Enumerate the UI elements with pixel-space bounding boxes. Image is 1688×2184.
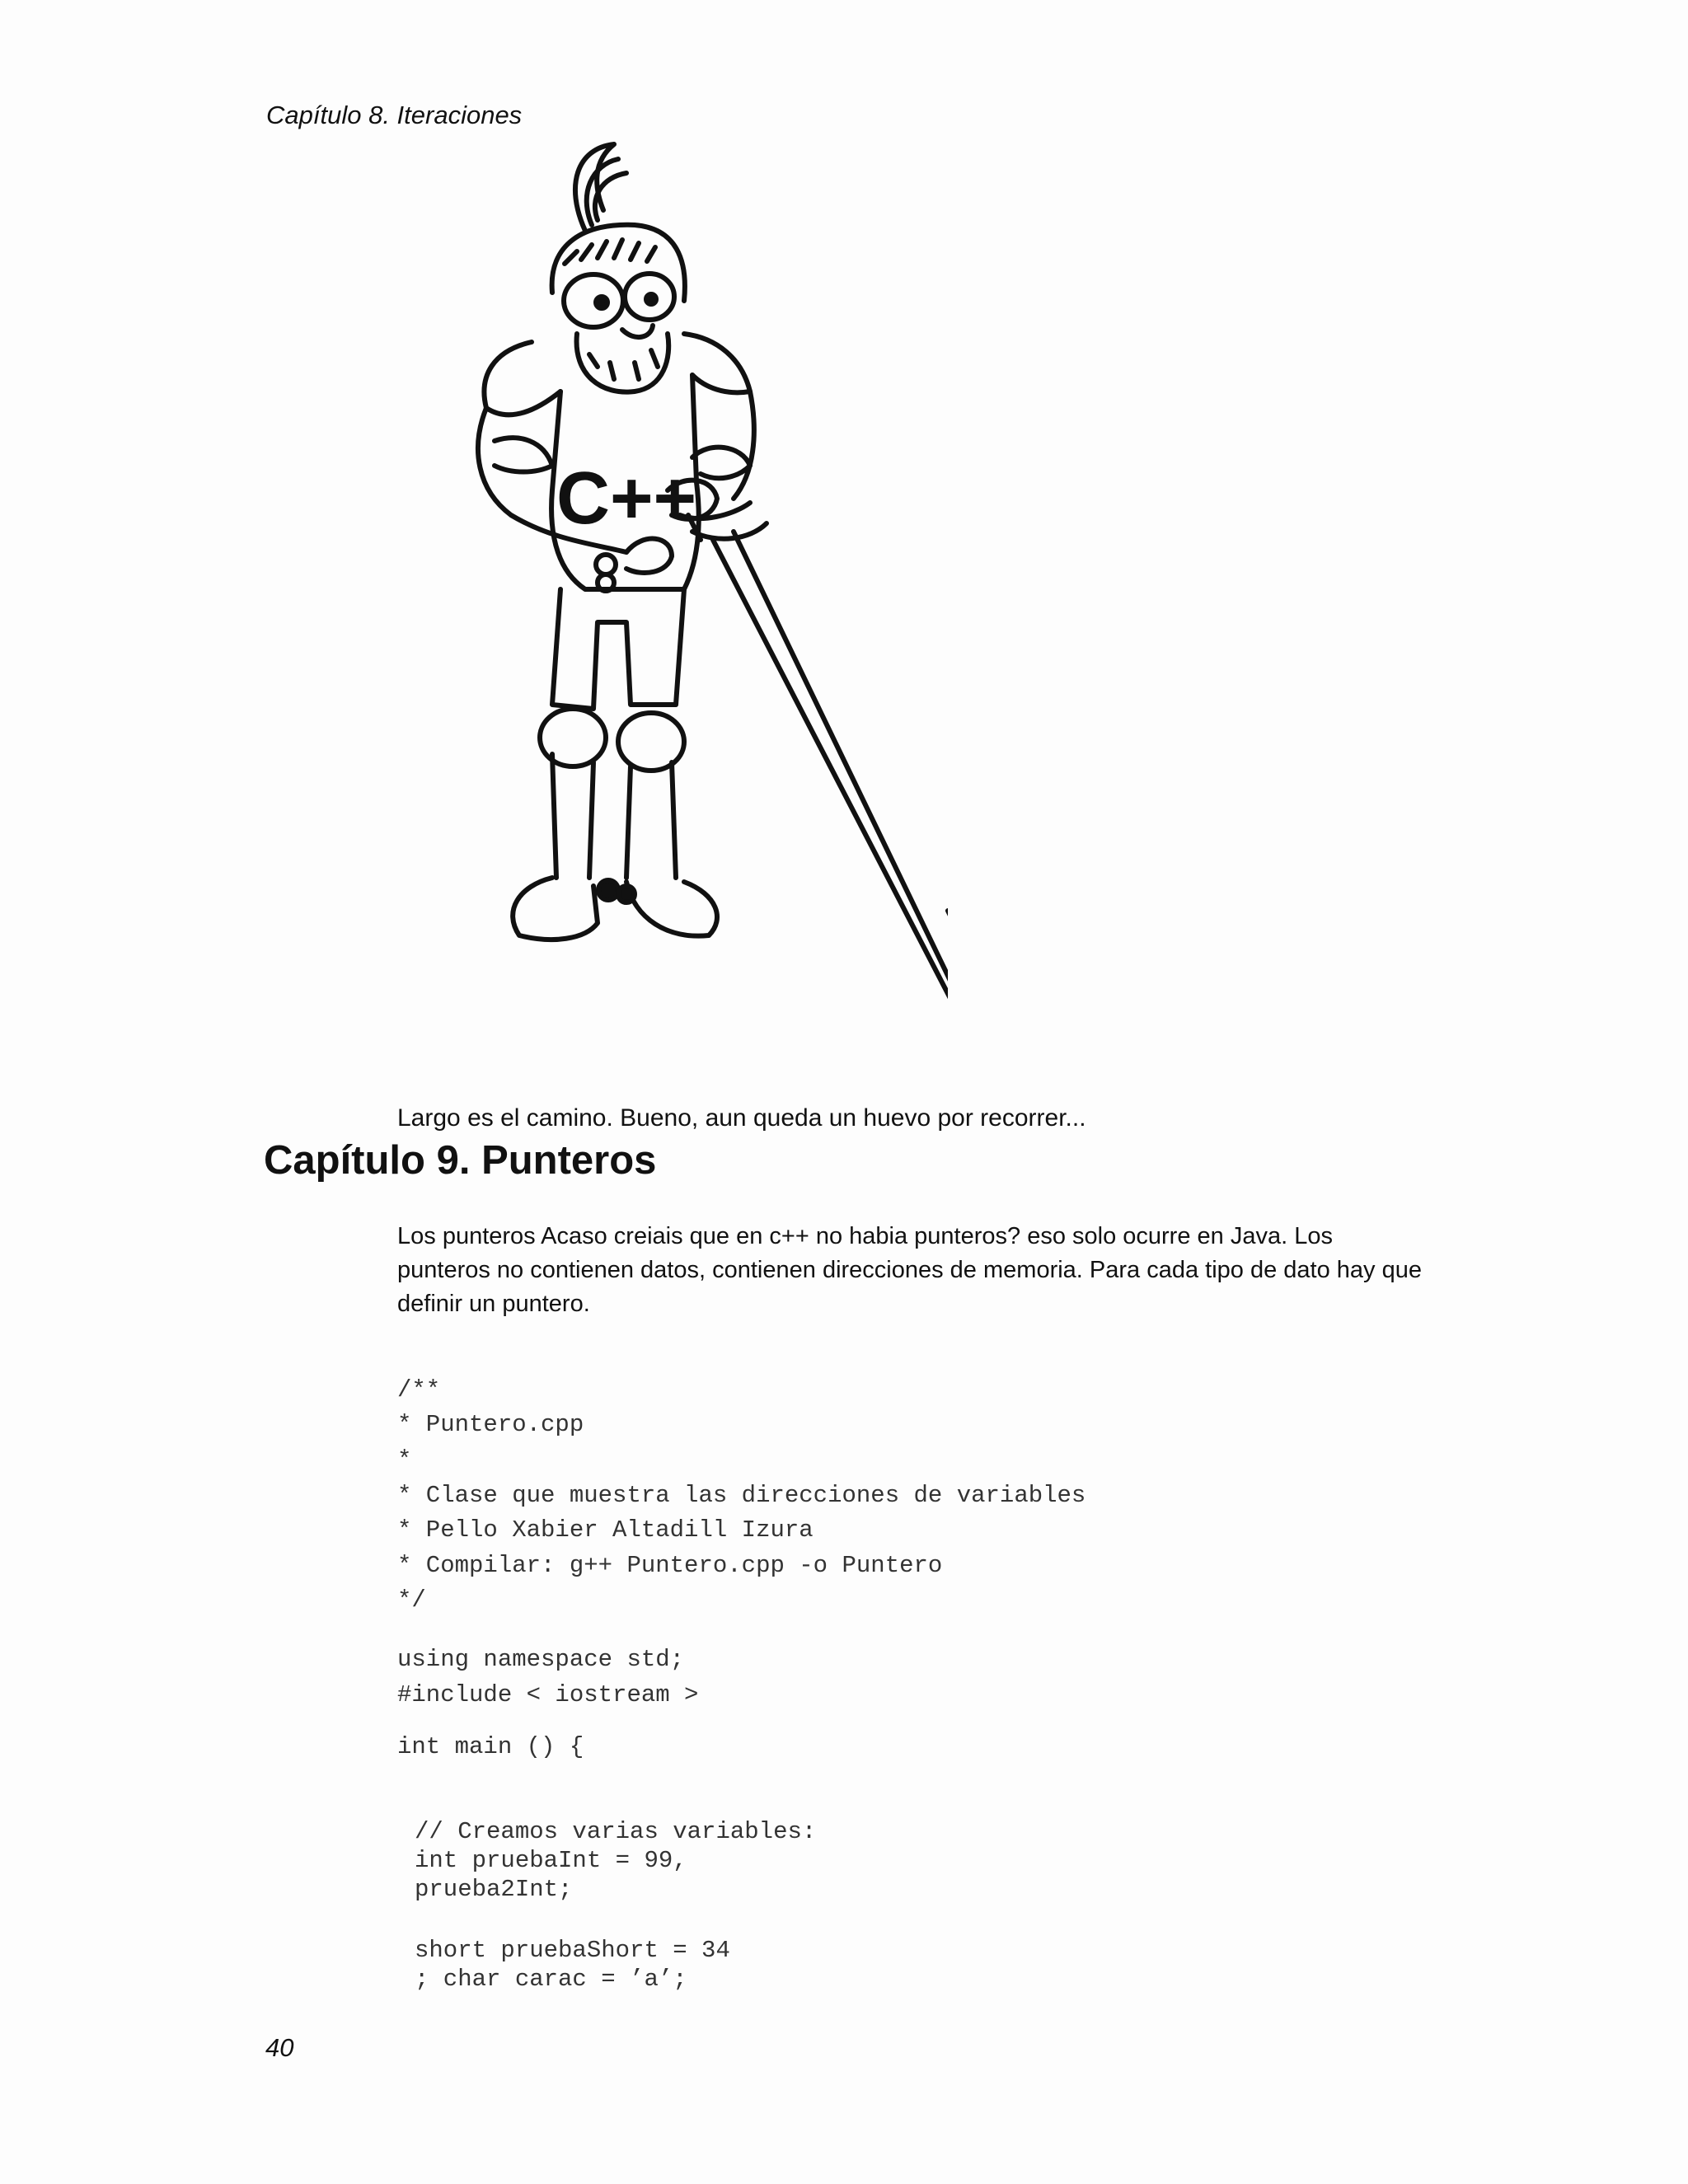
- code-line: ; char carac = ’a’;: [415, 1966, 687, 1993]
- knight-chest-text: C++: [556, 457, 697, 540]
- code-line: * Compilar: g++ Puntero.cpp -o Puntero: [397, 1552, 943, 1579]
- chapter-title: Capítulo 9. Punteros: [264, 1138, 657, 1183]
- code-line: #include < iostream >: [397, 1681, 699, 1708]
- code-line: prueba2Int;: [415, 1876, 573, 1903]
- knight-icon: [387, 128, 948, 1026]
- running-header: Capítulo 8. Iteraciones: [266, 101, 523, 129]
- code-line: // Creamos varias variables:: [415, 1818, 817, 1845]
- code-line: int main () {: [397, 1733, 584, 1760]
- code-line: using namespace std;: [397, 1646, 685, 1673]
- code-line: int pruebaInt = 99,: [415, 1847, 687, 1874]
- figure-caption: Largo es el camino. Bueno, aun queda un huevo por recorrer...: [397, 1104, 1086, 1132]
- code-line: * Puntero.cpp: [397, 1411, 584, 1438]
- page-number: 40: [265, 2033, 294, 2062]
- code-line: /**: [397, 1376, 441, 1404]
- chapter-intro-paragraph: Los punteros Acaso creiais que en c++ no habia punteros? eso solo ocurre en Java. Los punteros no contienen datos, contienen direcciones de memoria. Para cada tipo de dato hay que definir un puntero.: [397, 1223, 1422, 1317]
- code-line: short pruebaShort = 34: [415, 1937, 730, 1964]
- code-line: * Pello Xabier Altadill Izura: [397, 1516, 814, 1544]
- code-line: */: [397, 1586, 426, 1614]
- code-line: *: [397, 1446, 412, 1474]
- code-line: * Clase que muestra las direcciones de variables: [397, 1482, 1086, 1509]
- knight-illustration: [387, 128, 948, 1026]
